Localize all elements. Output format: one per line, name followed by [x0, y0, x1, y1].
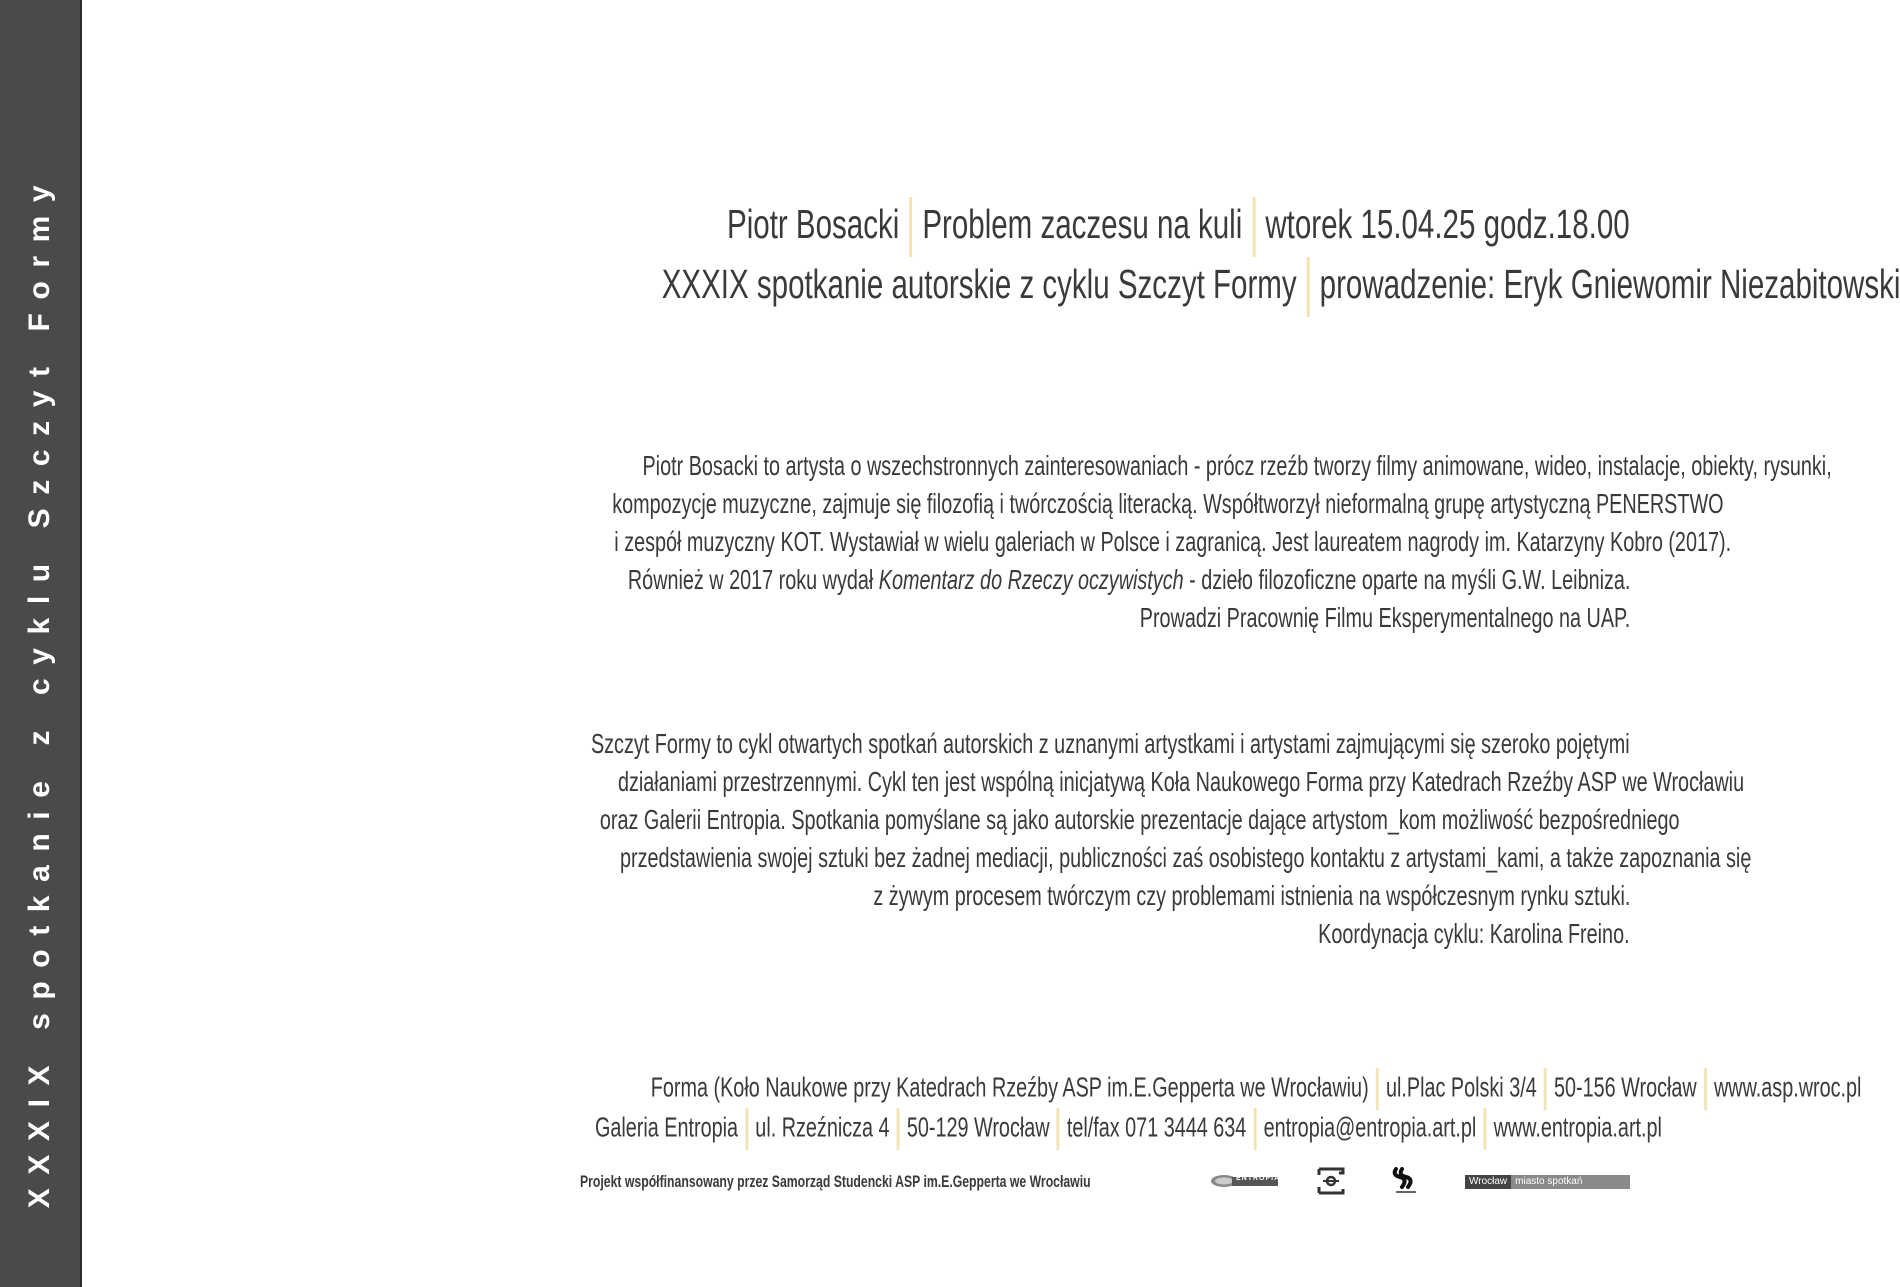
event-date: wtorek 15.04.25 godz.18.00 — [1265, 200, 1630, 247]
bio-line: i zespół muzyczny KOT. Wystawiał w wielu galeriach w Polsce i zagranicą. Jest laureatem nagrody im. Katarzyny Kobro (2017). — [614, 526, 1732, 557]
sidebar-strip — [0, 0, 82, 1287]
lecture-title: Problem zaczesu na kuli — [922, 200, 1243, 247]
separator — [1376, 1068, 1379, 1110]
footer-entropia-line — [180, 1108, 1662, 1150]
header-line-1 — [180, 197, 1630, 257]
wroclaw-logo-icon — [1465, 1175, 1630, 1189]
wroclaw-logo-right: miasto spotkań — [1511, 1175, 1630, 1189]
samorzad-logo-icon — [1390, 1165, 1422, 1197]
bio-line: Prowadzi Pracownię Filmu Eksperymentalnego na UAP. — [1139, 602, 1630, 633]
separator — [1253, 1108, 1256, 1150]
separator — [897, 1108, 900, 1150]
book-title: Komentarz do Rzeczy oczywistych — [878, 564, 1184, 595]
footer-forma-line — [180, 1068, 1862, 1110]
about-line: przedstawienia swojej sztuki bez żadnej mediacji, publiczności zaś osobistego kontaktu z artystami_kami, a także zapoznania się — [619, 842, 1752, 873]
entropia-phone: tel/fax 071 3444 634 — [1066, 1111, 1247, 1143]
sidebar-series-title: XXXIX spotkanie z cyklu Szczyt Formy — [23, 171, 56, 1209]
separator — [745, 1108, 748, 1150]
separator — [910, 197, 913, 257]
forma-logo-icon — [1315, 1165, 1347, 1197]
separator — [1253, 197, 1256, 257]
entropia-website: www.entropia.art.pl — [1493, 1111, 1662, 1143]
entropia-logo-text: ENTROPIA — [1236, 1175, 1281, 1182]
entropia-logo-icon — [1210, 1173, 1280, 1189]
event-description: XXXIX spotkanie autorskie z cyklu Szczyt Formy — [661, 260, 1297, 307]
entropia-city: 50-129 Wrocław — [906, 1111, 1050, 1143]
bio-line: Piotr Bosacki to artysta o wszechstronnych zainteresowaniach - prócz rzeźb tworzy filmy animowane, wideo, instalacje, obiekty, rysunki, — [642, 450, 1832, 481]
separator — [1057, 1108, 1060, 1150]
forma-city: 50-156 Wrocław — [1553, 1071, 1697, 1103]
coordination-line: Koordynacja cyklu: Karolina Freino. — [1318, 918, 1630, 949]
bio-paragraph — [180, 447, 1832, 637]
funding-note: Projekt współfinansowany przez Samorząd Studencki ASP im.E.Gepperta we Wrocławiu — [580, 1172, 1091, 1191]
about-line: działaniami przestrzennymi. Cykl ten jest wspólną inicjatywą Koła Naukowego Forma przy Katedrach Rzeźby ASP we Wrocławiu — [617, 766, 1745, 797]
separator — [1307, 257, 1310, 317]
forma-street: ul.Plac Polski 3/4 — [1385, 1071, 1537, 1103]
separator — [1704, 1068, 1707, 1110]
author-name: Piotr Bosacki — [727, 200, 900, 247]
separator — [1483, 1108, 1486, 1150]
entropia-email: entropia@entropia.art.pl — [1263, 1111, 1477, 1143]
about-line: oraz Galerii Entropia. Spotkania pomyślane są jako autorskie prezentacje dające artystom_kom możliwość bezpośredniego — [599, 804, 1680, 835]
about-line: Szczyt Formy to cykl otwartych spotkań autorskich z uznanymi artystkami i artystami zajmującymi się szeroko pojętymi — [591, 728, 1630, 759]
wroclaw-logo-left: Wrocław — [1465, 1175, 1511, 1189]
sponsor-logos — [1200, 1163, 1630, 1197]
bio-line: Również w 2017 roku wydał Komentarz do Rzeczy oczywistych - dzieło filozoficzne oparte na myśli G.W. Leibniza. — [627, 564, 1630, 595]
funding-note-wrap — [580, 1171, 1155, 1193]
entropia-name: Galeria Entropia — [594, 1111, 739, 1143]
bio-line: kompozycje muzyczne, zajmuje się filozofią i twórczością literacką. Współtworzył nieformalną grupę artystyczną PENERSTWO — [612, 488, 1724, 519]
entropia-street: ul. Rzeźnicza 4 — [755, 1111, 890, 1143]
event-host: prowadzenie: Eryk Gniewomir Niezabitowski — [1319, 260, 1900, 307]
forma-name: Forma (Koło Naukowe przy Katedrach Rzeźby ASP im.E.Gepperta we Wrocławiu) — [650, 1071, 1369, 1103]
about-line: z żywym procesem twórczym czy problemami istnienia na współczesnym rynku sztuki. — [872, 880, 1630, 911]
separator — [1544, 1068, 1547, 1110]
forma-website: www.asp.wroc.pl — [1713, 1071, 1862, 1103]
header-line-2 — [180, 257, 1900, 317]
about-paragraph — [180, 725, 1752, 953]
